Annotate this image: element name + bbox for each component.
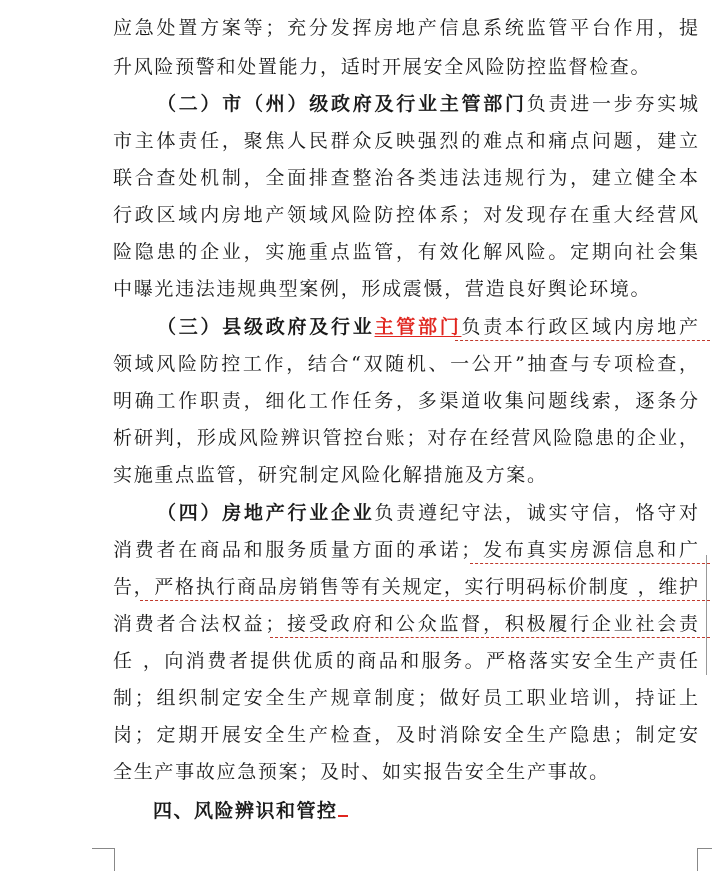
paragraph-line: 全生产事故应急预案；及时、如实报告安全生产事故。 [113, 761, 610, 783]
paragraph-line: 岗；定期开展安全生产检查，及时消除安全生产隐患；制定安 [113, 724, 698, 746]
paragraph-line: 联合查处机制，全面排查整治各类违法违规行为，建立健全本 [113, 167, 698, 189]
paragraph-line [153, 793, 348, 829]
paragraph-line: 制；组织制定安全生产规章制度；做好员工职业培训，持证上 [113, 687, 698, 709]
paragraph-text: 负责本行政区域内房地产 [461, 316, 698, 338]
paragraph-line: 任 ，向消费者提供优质的商品和服务。严格落实安全生产责任 [113, 650, 698, 672]
revision-trace [270, 637, 710, 638]
paragraph-line [157, 495, 698, 531]
paragraph-line: 行政区域内房地产领域风险防控体系；对发现存在重大经营风 [113, 204, 698, 226]
section-heading-county: （三）县级政府及行业 [157, 316, 375, 338]
paragraph-line: 实施重点监管，研究制定风险化解措施及方案。 [113, 464, 548, 486]
section-heading-enterprise: （四）房地产行业企业 [157, 502, 375, 524]
section-heading-risk: 四、风险辨识和管控 [153, 800, 338, 822]
paragraph-line: 中曝光违法违规典型案例，形成震慑，营造良好舆论环境。 [113, 278, 652, 300]
paragraph-text: 负责遵纪守法，诚实守信，恪守对 [374, 502, 698, 524]
paragraph-line: 析研判，形成风险辨识管控台账；对存在经营风险隐患的企业， [113, 427, 698, 449]
page-corner-mark [92, 848, 115, 871]
paragraph-line: 告，严格执行商品房销售等有关规定，实行明码标价制度 ，维护 [113, 576, 698, 598]
paragraph-line: 应急处置方案等；充分发挥房地产信息系统监管平台作用，提 [113, 17, 698, 39]
paragraph-line: 领域风险防控工作，结合“双随机、一公开”抽查与专项检查， [113, 353, 698, 375]
paragraph-text: 负责进一步夯实城 [526, 93, 698, 115]
revision-trace [140, 600, 710, 601]
paragraph-line [157, 86, 698, 122]
page-corner-mark [697, 848, 712, 871]
revision-trace [455, 340, 710, 341]
paragraph-line: 明确工作职责，细化工作任务，多渠道收集问题线索，逐条分 [113, 390, 698, 412]
revision-highlight: 主管部门 [374, 316, 462, 338]
revision-trace [470, 563, 710, 564]
paragraph-line: 消费者在商品和服务质量方面的承诺；发布真实房源信息和广 [113, 539, 698, 561]
revision-bar [706, 555, 707, 675]
paragraph-line: 市主体责任，聚焦人民群众反映强烈的难点和痛点问题，建立 [113, 130, 698, 152]
paragraph-line: 消费者合法权益；接受政府和公众监督，积极履行企业社会责 [113, 613, 698, 635]
paragraph-line: 升风险预警和处置能力，适时开展安全风险防控监督检查。 [113, 56, 652, 78]
paragraph-line: 险隐患的企业，实施重点监管，有效化解风险。定期向社会集 [113, 241, 698, 263]
text-cursor [338, 797, 348, 817]
section-heading-municipal: （二）市（州）级政府及行业主管部门 [157, 93, 527, 115]
